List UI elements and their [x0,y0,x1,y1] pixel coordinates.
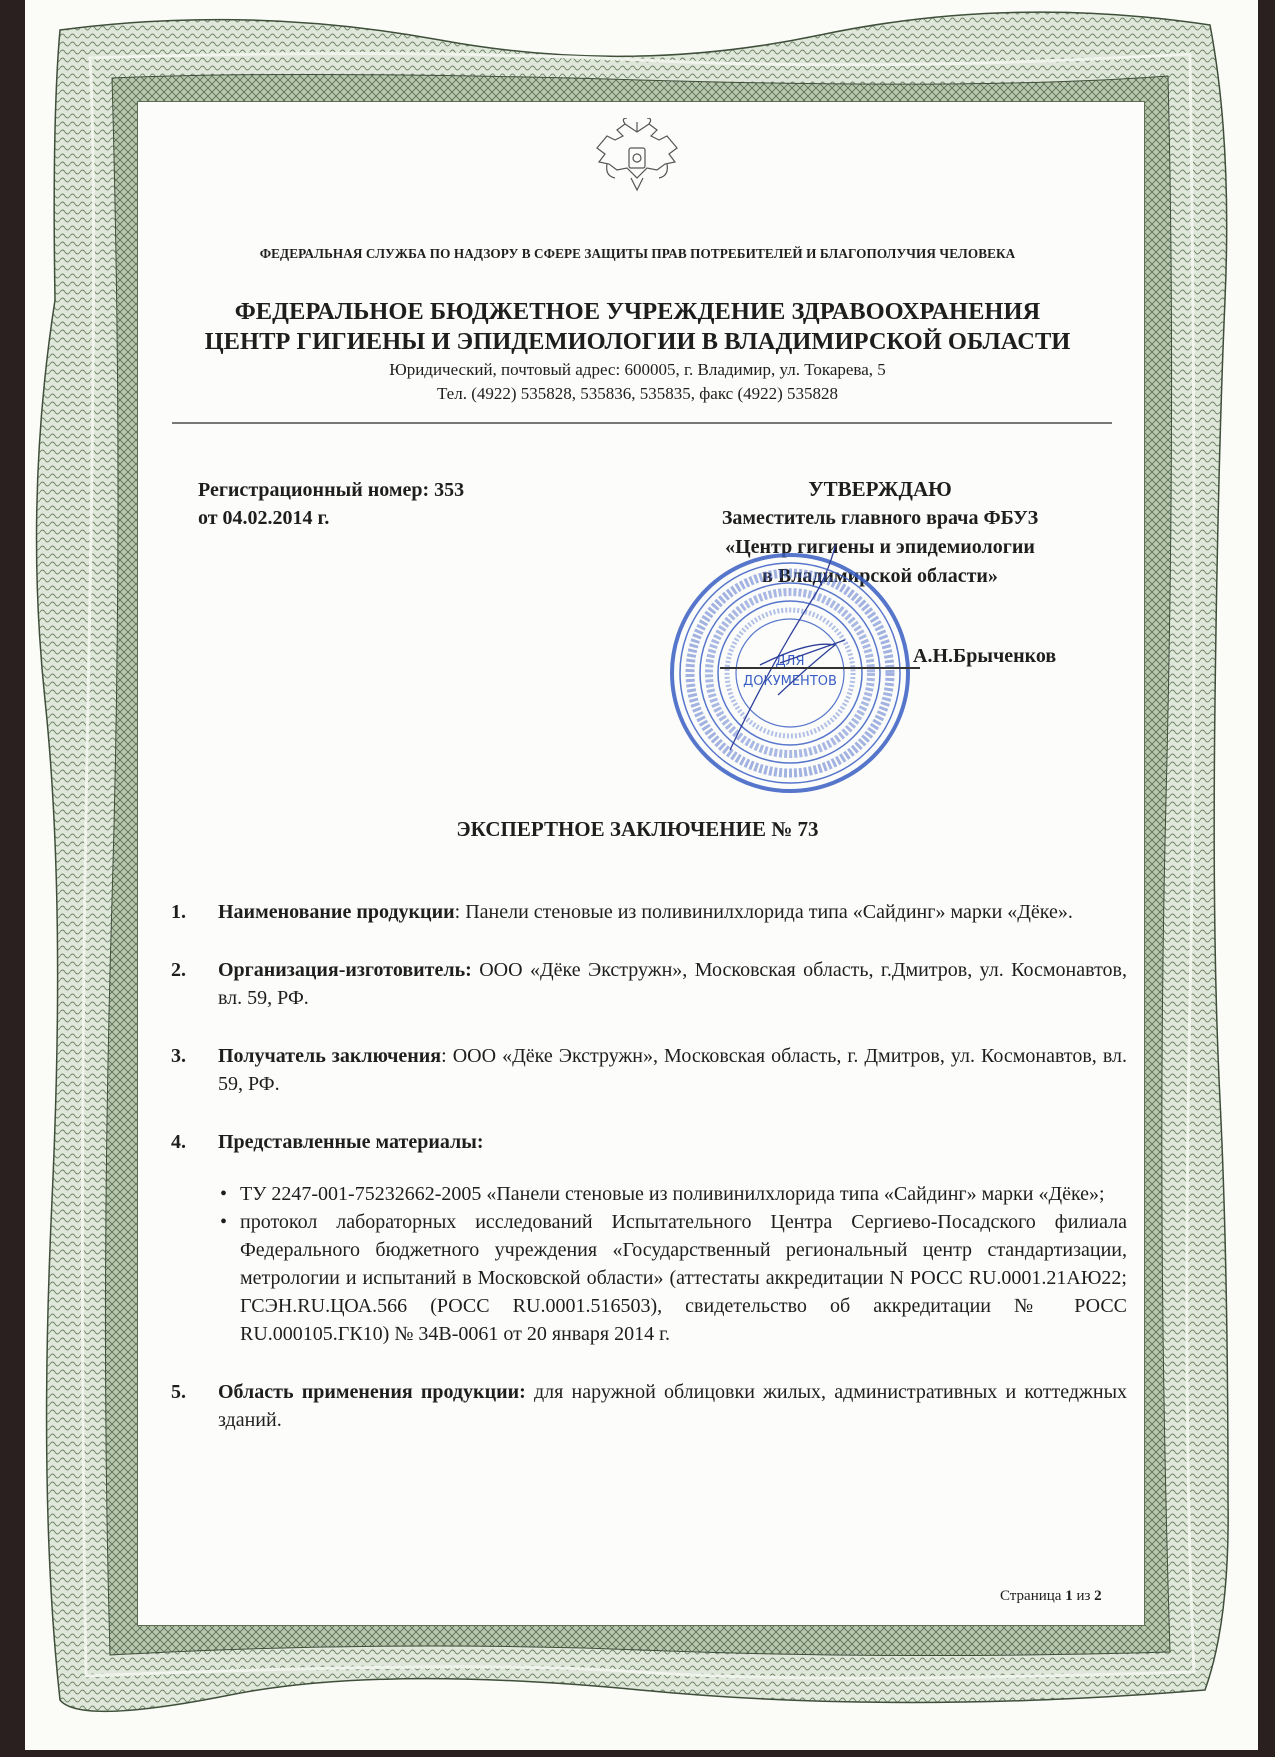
organization-contacts [0,358,1275,406]
page-current: 1 [1065,1588,1073,1604]
item-materials [167,1128,1127,1348]
organization-name-line1: ФЕДЕРАЛЬНОЕ БЮДЖЕТНОЕ УЧРЕЖДЕНИЕ ЗДРАВООХРАНЕНИЯ [234,298,1041,325]
item-application-scope [167,1378,1127,1434]
item-label: Область применения продукции: [218,1381,526,1403]
item-text: ООО «Дёке Экстружн», Московская область, г. Дмитров, ул. Космонавтов, вл. 59, РФ. [218,1045,1127,1095]
item-label: Организация-изготовитель: [218,959,472,981]
item-recipient [167,1042,1127,1098]
item-text: для наружной облицовки жилых, административных и коттеджных зданий. [218,1381,1128,1431]
materials-list-item: • протокол лабораторных исследований Испытательного Центра Сергиево-Посадского филиала Федерального бюджетного учреждения «Государственный региональный центр стандартизации, метрологии и испытаний в Московской области» (аттестаты аккредитации N РОСС RU.0001.21АЮ22; ГСЭН.RU.ЦОА.566 (РОСС RU.0001.516503), свидетельство об аккредитации № РОСС RU.000105.ГК10) № 34В-0061 от 20 января 2014 г. [218,1208,1127,1348]
page-total: 2 [1094,1588,1102,1604]
header-divider [172,422,1112,424]
page-prefix: Страница [1000,1588,1066,1604]
signature-line [720,667,920,669]
agency-heading: ФЕДЕРАЛЬНАЯ СЛУЖБА ПО НАДЗОРУ В СФЕРЕ ЗАЩИТЫ ПРАВ ПОТРЕБИТЕЛЕЙ И БЛАГОПОЛУЧИЯ ЧЕЛОВЕКА [259,246,1016,261]
materials-list [218,1180,1127,1348]
item-separator: : [441,1045,453,1067]
item-number: 5. [171,1381,186,1403]
item-separator: : [454,901,466,923]
item-number: 1. [171,901,186,923]
item-text: Панели стеновые из поливинилхлорида типа «Сайдинг» марки «Дёке». [465,901,1073,923]
stamp-text-line2: ДОКУМЕНТОВ [743,674,837,689]
organization-name-line2: ЦЕНТР ГИГИЕНЫ И ЭПИДЕМИОЛОГИИ В ВЛАДИМИРСКОЙ ОБЛАСТИ [204,328,1071,355]
approval-org-line1: «Центр гигиены и эпидемиологии [725,536,1035,558]
organization-name [0,297,1275,357]
registration-number: Регистрационный номер: 353 [198,479,465,501]
registration-date: от 04.02.2014 г. [198,507,330,529]
item-manufacturer [167,956,1127,1012]
approval-org-line2: в Владимирской области» [762,565,998,587]
official-stamp-icon [660,545,920,800]
conclusion-items [167,898,1127,1464]
item-number: 4. [171,1131,186,1153]
document-title: ЭКСПЕРТНОЕ ЗАКЛЮЧЕНИЕ № 73 [456,817,819,841]
item-label: Получатель заключения [218,1045,442,1067]
item-number: 2. [171,959,186,981]
item-label: Представленные материалы: [218,1131,484,1153]
item-separator [526,1381,534,1403]
organization-phones: Тел. (4922) 535828, 535836, 535835, факс (4922) 535828 [436,384,839,403]
organization-address: Юридический, почтовый адрес: 600005, г. Владимир, ул. Токарева, 5 [389,360,886,379]
item-text: ООО «Дёке Экстружн», Московская область, г.Дмитров, ул. Космонавтов, вл. 59, РФ. [218,959,1127,1009]
registration-block [198,476,464,532]
materials-list-item: • ТУ 2247-001-75232662-2005 «Панели стеновые из поливинилхлорида типа «Сайдинг» марки «Дёке»; [218,1180,1127,1208]
item-label: Наименование продукции [218,901,455,923]
signer-name: А.Н.Брыченков [913,645,1057,667]
page-indicator [1000,1588,1102,1605]
coat-of-arms-icon [587,118,687,198]
page-mid: из [1072,1588,1095,1604]
stamp-text-line1: ДЛЯ [775,654,805,669]
approval-position: Заместитель главного врача ФБУЗ [721,507,1039,529]
item-number: 3. [171,1045,186,1067]
item-product-name [167,898,1127,926]
approval-title: УТВЕРЖДАЮ [808,477,952,501]
